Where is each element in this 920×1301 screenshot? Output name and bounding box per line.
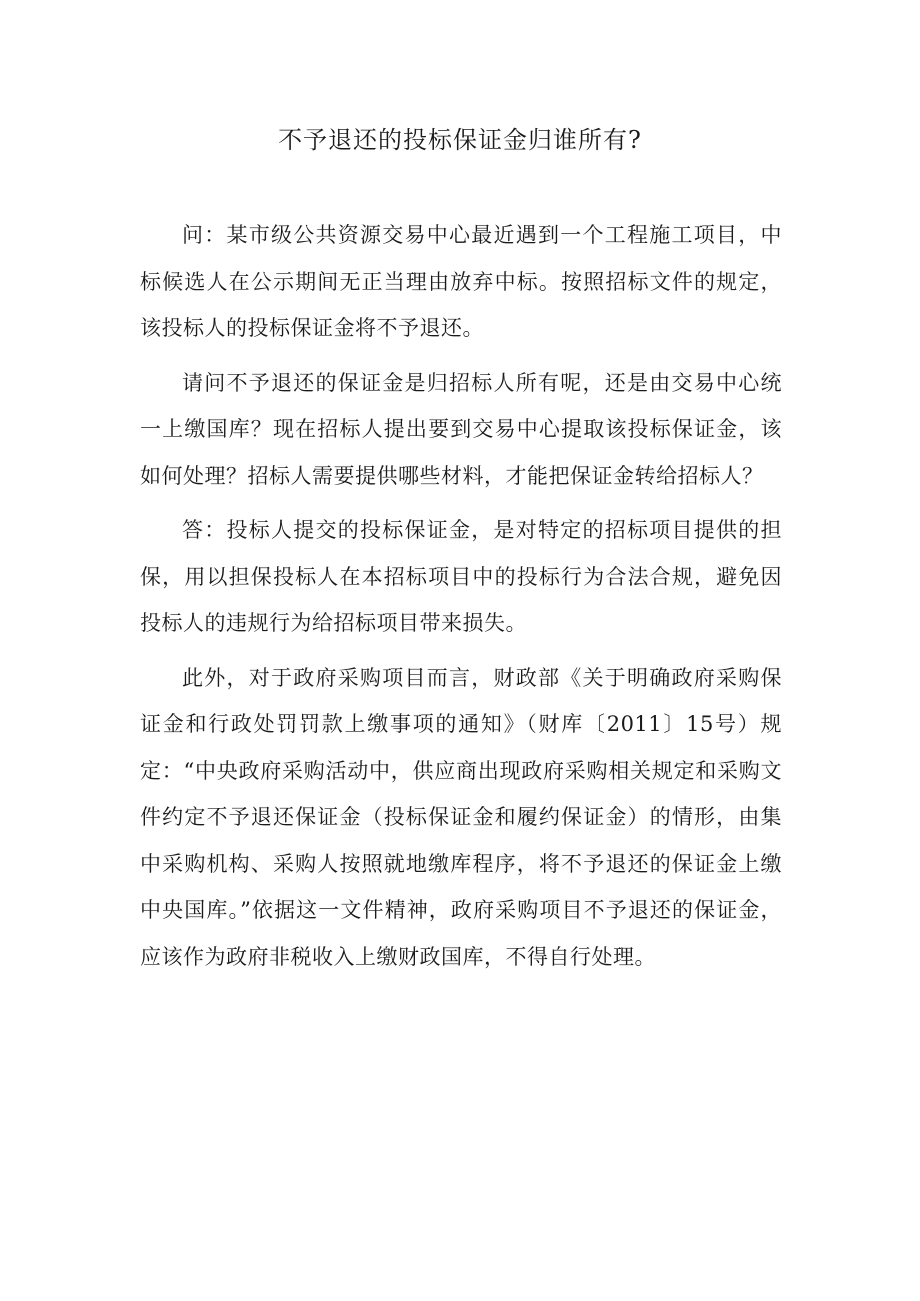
paragraph-answer: 答：投标人提交的投标保证金，是对特定的招标项目提供的担保，用以担保投标人在本招标项目中的投标行为合法合规，避免因投标人的违规行为给招标项目带来损失。 <box>140 518 782 635</box>
paragraph-question: 问：某市级公共资源交易中心最近遇到一个工程施工项目，中标候选人在公示期间无正当理由放弃中标。按照招标文件的规定，该投标人的投标保证金将不予退还。 <box>140 223 782 340</box>
paragraph-answer-detail: 此外，对于政府采购项目而言，财政部《关于明确政府采购保证金和行政处罚罚款上缴事项的通知》（财库〔2011〕15号）规定：“中央政府采购活动中，供应商出现政府采购相关规定和采购文件约定不予退还保证金（投标保证金和履约保证金）的情形，由集中采购机构、采购人按照就地缴库程序，将不予退还的保证金上缴中央国库。”依据这一文件精神，政府采购项目不予退还的保证金，应该作为政府非税收入上缴财政国库，不得自行处理。 <box>140 665 782 969</box>
document-title: 不予退还的投标保证金归谁所有? <box>278 126 642 154</box>
document-body <box>140 212 782 988</box>
paragraph-question-detail: 请问不予退还的保证金是归招标人所有呢，还是由交易中心统一上缴国库？现在招标人提出要到交易中心提取该投标保证金，该如何处理？招标人需要提供哪些材料，才能把保证金转给招标人？ <box>140 370 782 488</box>
